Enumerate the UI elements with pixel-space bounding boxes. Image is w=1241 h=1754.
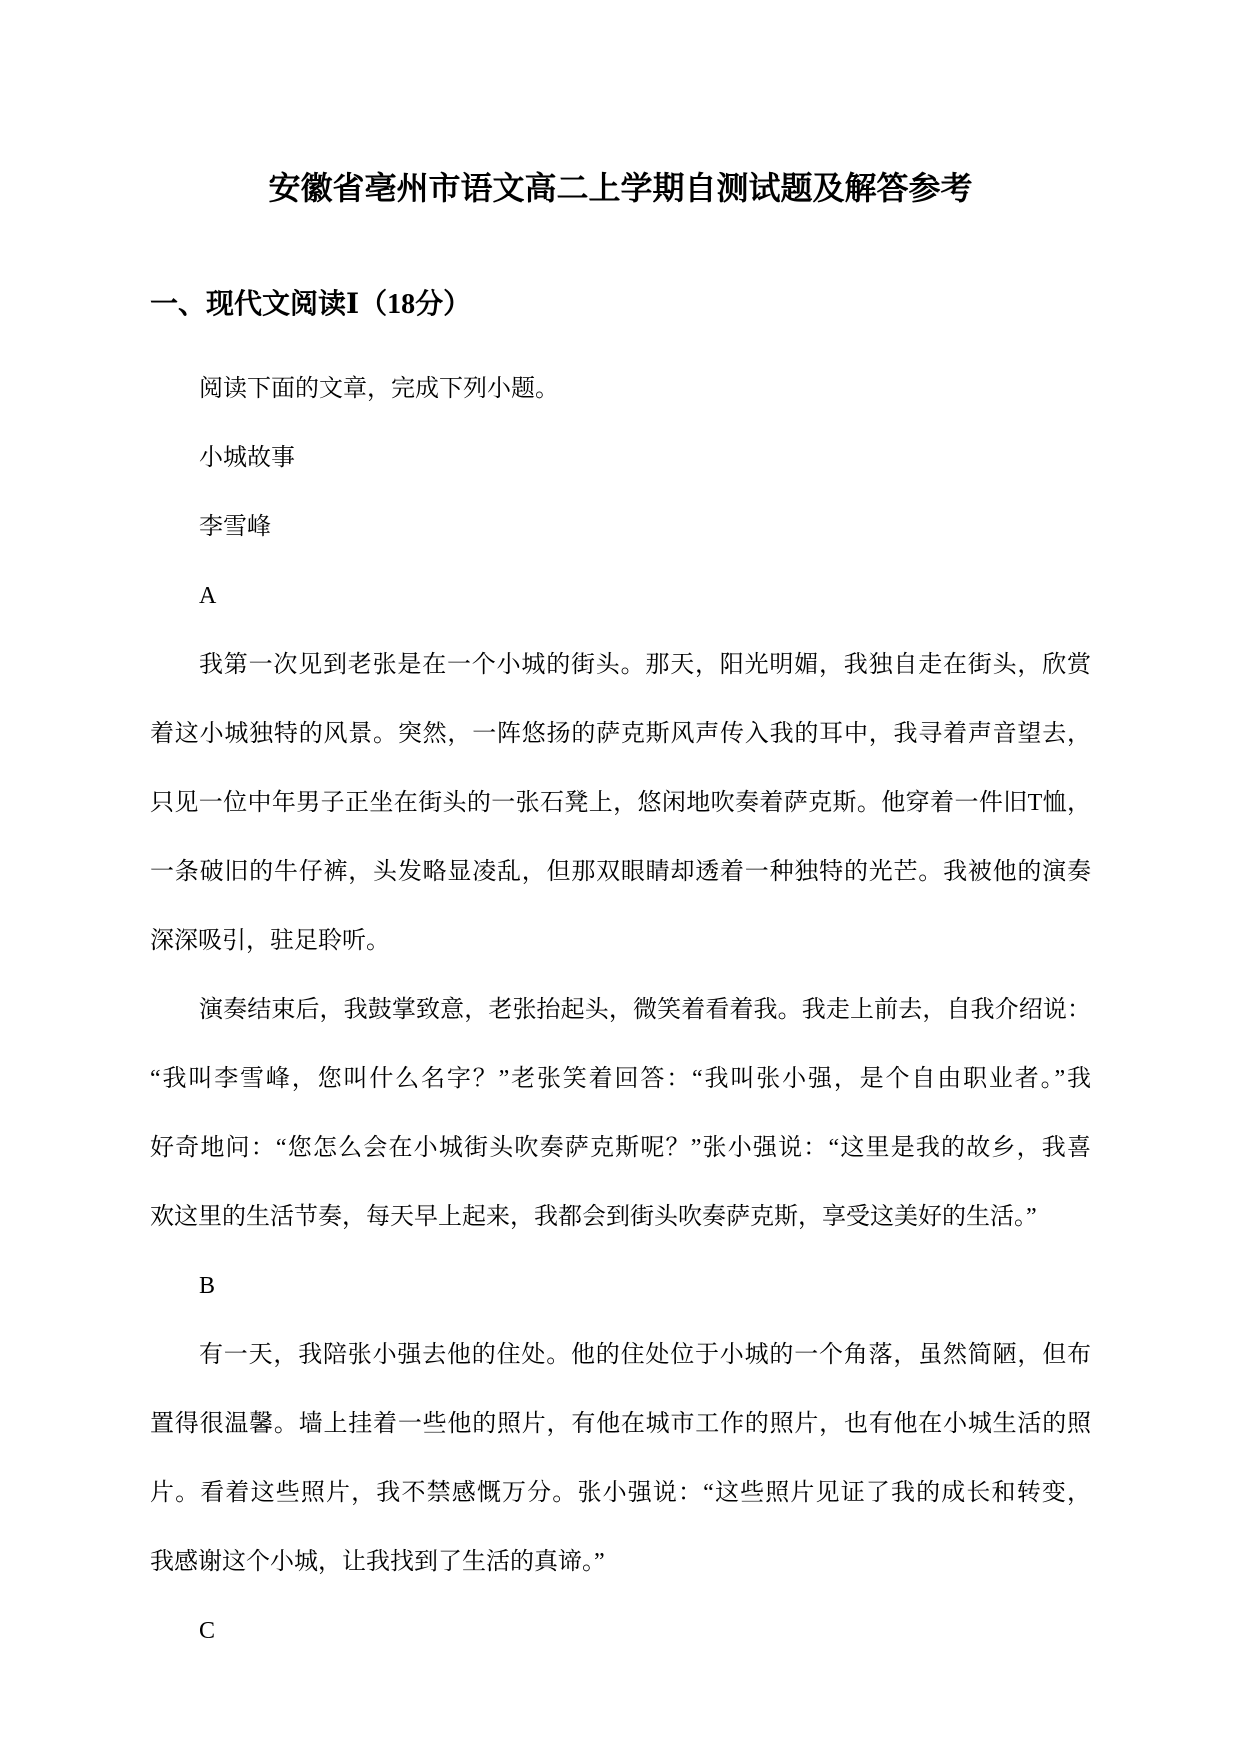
paragraph-line: 我感谢这个小城，让我找到了生活的真谛。” [150, 1549, 605, 1575]
instruction-text: 阅读下面的文章，完成下列小题。 [199, 376, 559, 402]
paragraph-line: 置得很温馨。墙上挂着一些他的照片，有他在城市工作的照片，也有他在小城生活的照 [150, 1411, 1091, 1437]
article-author: 李雪峰 [199, 514, 271, 540]
paragraph-line: 深深吸引，驻足聆听。 [150, 928, 390, 954]
part-label-c: C [199, 1618, 216, 1644]
paragraph-line: 好奇地问：“您怎么会在小城街头吹奏萨克斯呢？”张小强说：“这里是我的故乡，我喜 [150, 1135, 1091, 1161]
paragraph [150, 631, 1091, 976]
paragraph-line: 一条破旧的牛仔裤，头发略显凌乱，但那双眼睛却透着一种独特的光芒。我被他的演奏 [150, 859, 1091, 885]
paragraph-line: 着这小城独特的风景。突然，一阵悠扬的萨克斯风声传入我的耳中，我寻着声音望去， [150, 721, 1091, 747]
part-label-a: A [199, 583, 217, 609]
paragraph-line: 只见一位中年男子正坐在街头的一张石凳上，悠闲地吹奏着萨克斯。他穿着一件旧T恤， [150, 790, 1091, 816]
paragraph [150, 976, 1091, 1252]
paragraph-line: 有一天，我陪张小强去他的住处。他的住处位于小城的一个角落，虽然简陋，但布 [199, 1342, 1091, 1368]
paragraph-line: 欢这里的生活节奏，每天早上起来，我都会到街头吹奏萨克斯，享受这美好的生活。” [150, 1204, 1037, 1230]
document-title: 安徽省亳州市语文高二上学期自测试题及解答参考 [268, 170, 973, 206]
part-label-b: B [199, 1273, 216, 1299]
paragraph [150, 1321, 1091, 1597]
paragraph-line: 演奏结束后，我鼓掌致意，老张抬起头，微笑着看着我。我走上前去，自我介绍说： [199, 997, 1091, 1023]
paragraph-line: “我叫李雪峰，您叫什么名字？”老张笑着回答：“我叫张小强，是个自由职业者。”我 [150, 1066, 1091, 1092]
article-title: 小城故事 [199, 445, 295, 471]
section-body [150, 355, 1091, 1666]
paragraph-line: 我第一次见到老张是在一个小城的街头。那天，阳光明媚，我独自走在街头，欣赏 [199, 652, 1091, 678]
section-heading: 一、现代文阅读Ⅰ（18分） [150, 289, 472, 320]
paragraph-line: 片。看着这些照片，我不禁感慨万分。张小强说：“这些照片见证了我的成长和转变， [150, 1480, 1091, 1506]
